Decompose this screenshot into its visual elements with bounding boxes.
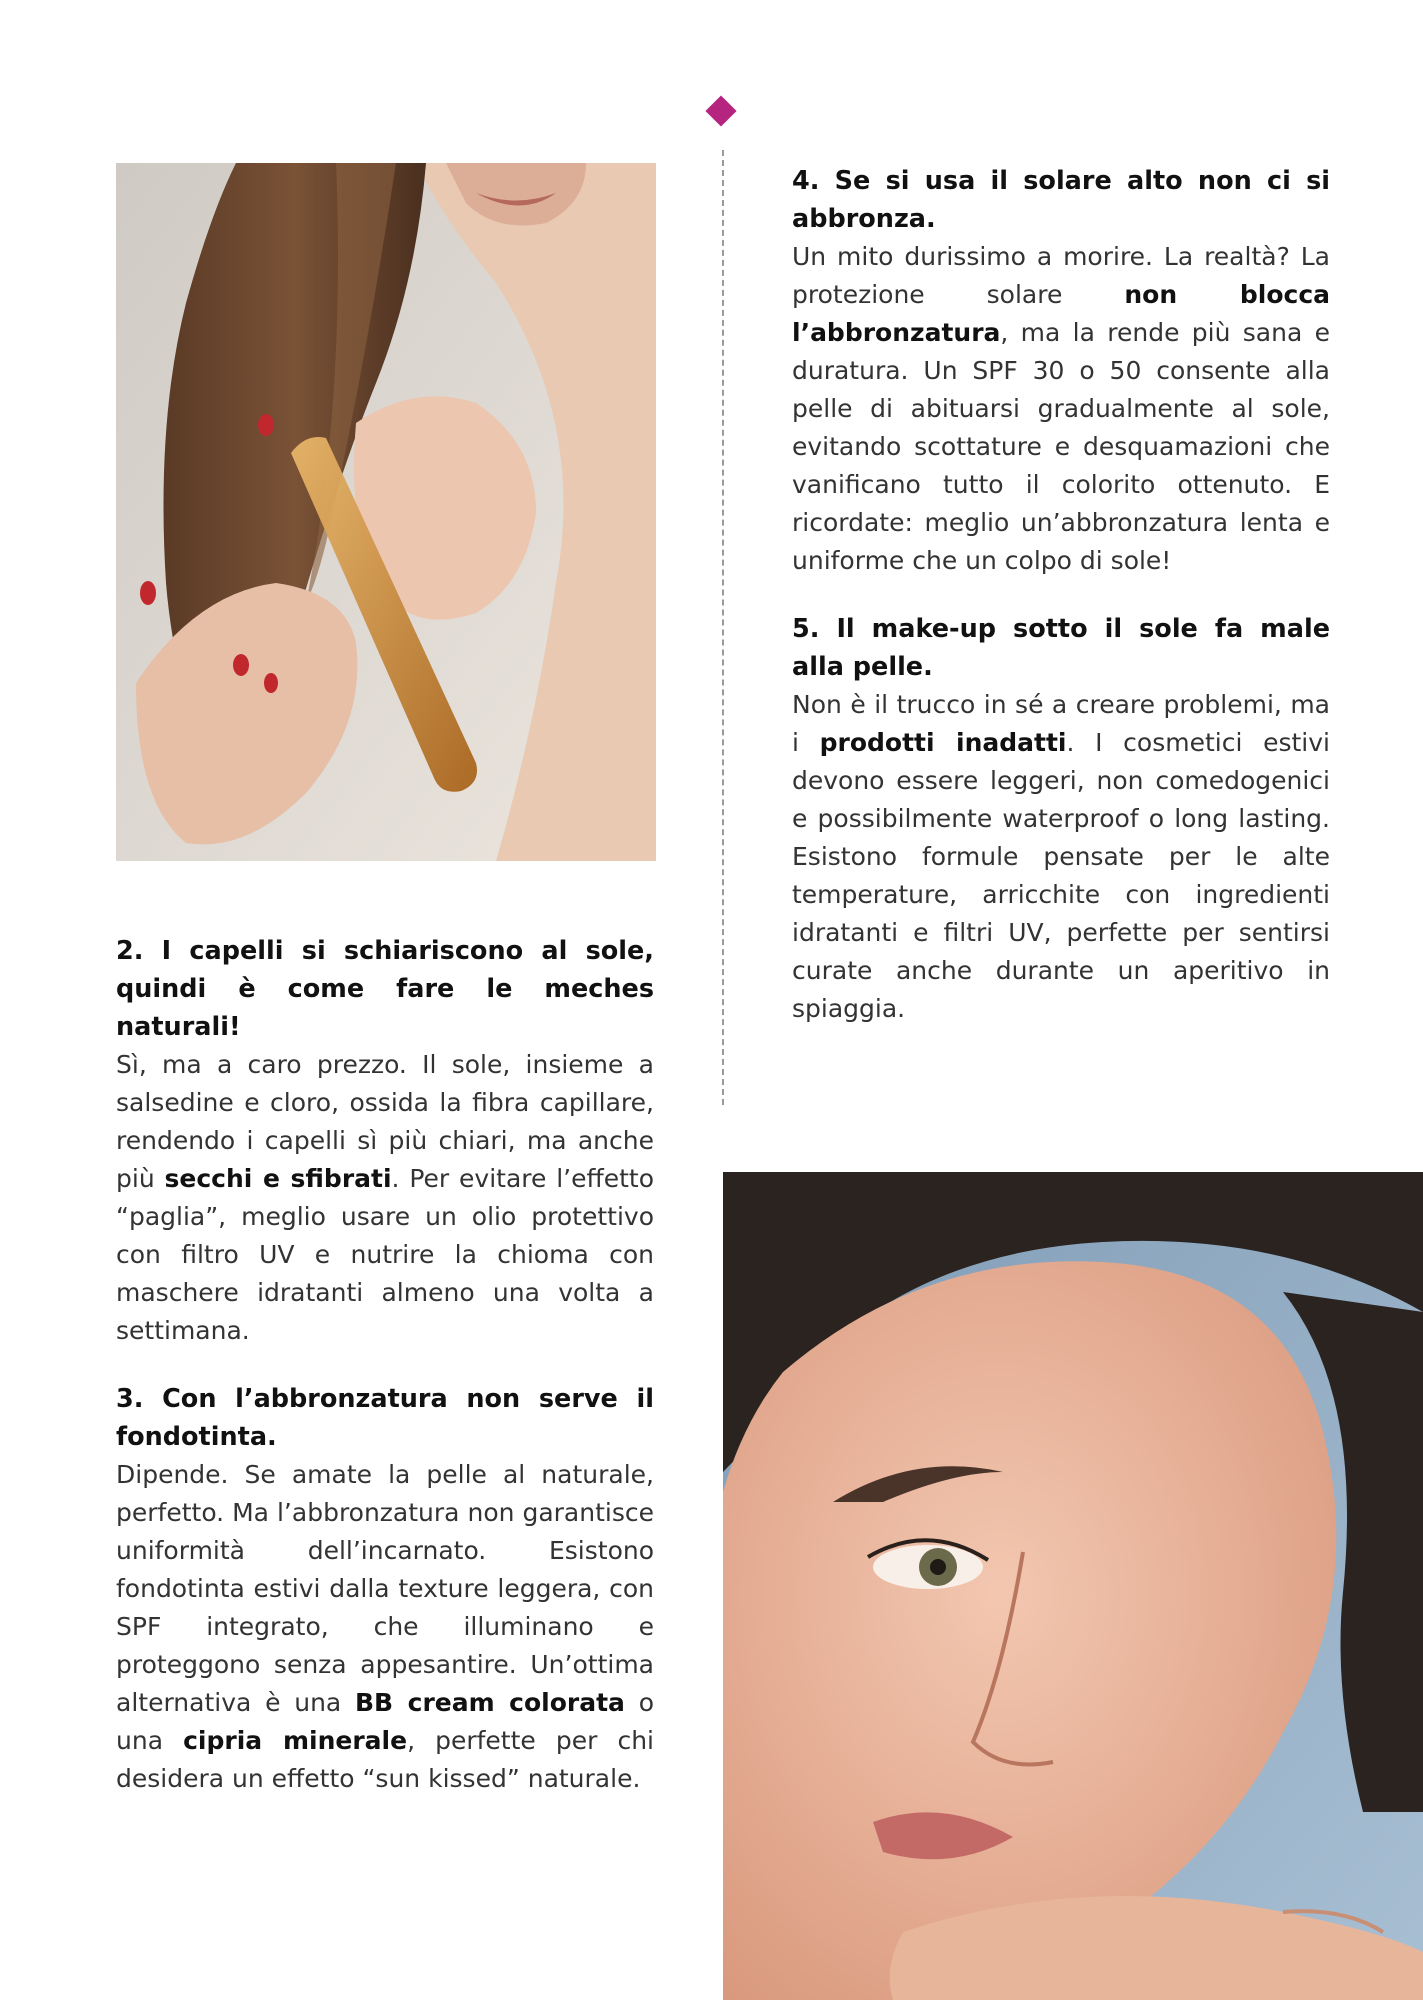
woman-face-closeup-photo bbox=[723, 1172, 1423, 2000]
hair-oil-spray-photo bbox=[116, 163, 656, 861]
section-heading: 2. I capelli si schiariscono al sole, quindi è come fare le meches naturali! bbox=[116, 936, 654, 1042]
section-heading: 4. Se si usa il solare alto non ci si abbronza. bbox=[792, 166, 1330, 234]
right-column bbox=[792, 162, 1330, 1058]
left-column bbox=[116, 932, 654, 1828]
section-heading: 3. Con l’abbronzatura non serve il fondotinta. bbox=[116, 1384, 654, 1452]
section-heading: 5. Il make-up sotto il sole fa male alla pelle. bbox=[792, 614, 1330, 682]
section-foundation bbox=[116, 1380, 654, 1798]
column-divider bbox=[722, 150, 724, 1105]
section-body: Dipende. Se amate la pelle al naturale, perfetto. Ma l’abbronzatura non garantisce uniformità dell’incarnato. Esistono fondotinta estivi dalla texture leggera, con SPF integrato, che illuminano e proteggono senza appesantire. Un’ottima alternativa è una BB cream colorata o una cipria minerale, perfette per chi desidera un effetto “sun kissed” naturale. bbox=[116, 1460, 654, 1793]
section-body: Sì, ma a caro prezzo. Il sole, insieme a salsedine e cloro, ossida la fibra capillare, rendendo i capelli sì più chiari, ma anche più secchi e sfibrati. Per evitare l’effetto “paglia”, meglio usare un olio protettivo con filtro UV e nutrire la chioma con maschere idratanti almeno una volta a settimana. bbox=[116, 1050, 655, 1345]
section-body: Non è il trucco in sé a creare problemi, ma i prodotti inadatti. I cosmetici estivi devono essere leggeri, non comedogenici e possibilmente waterproof o long lasting. Esistono formule pensate per le alte temperature, arricchite con ingredienti idratanti e filtri UV, perfette per sentirsi curate anche durante un aperitivo in spiaggia. bbox=[792, 690, 1330, 1023]
section-makeup bbox=[792, 610, 1330, 1028]
section-sunscreen bbox=[792, 162, 1330, 580]
diamond-ornament-icon bbox=[705, 95, 736, 126]
section-body: Un mito durissimo a morire. La realtà? La protezione solare non blocca l’abbronzatura, ma la rende più sana e duratura. Un SPF 30 o 50 consente alla pelle di abituarsi gradualmente al sole, evitando scottature e desquamazioni che vanificano tutto il colorito ottenuto. E ricordate: meglio un’abbronzatura lenta e uniforme che un colpo di sole! bbox=[792, 242, 1331, 575]
section-hair bbox=[116, 932, 654, 1350]
